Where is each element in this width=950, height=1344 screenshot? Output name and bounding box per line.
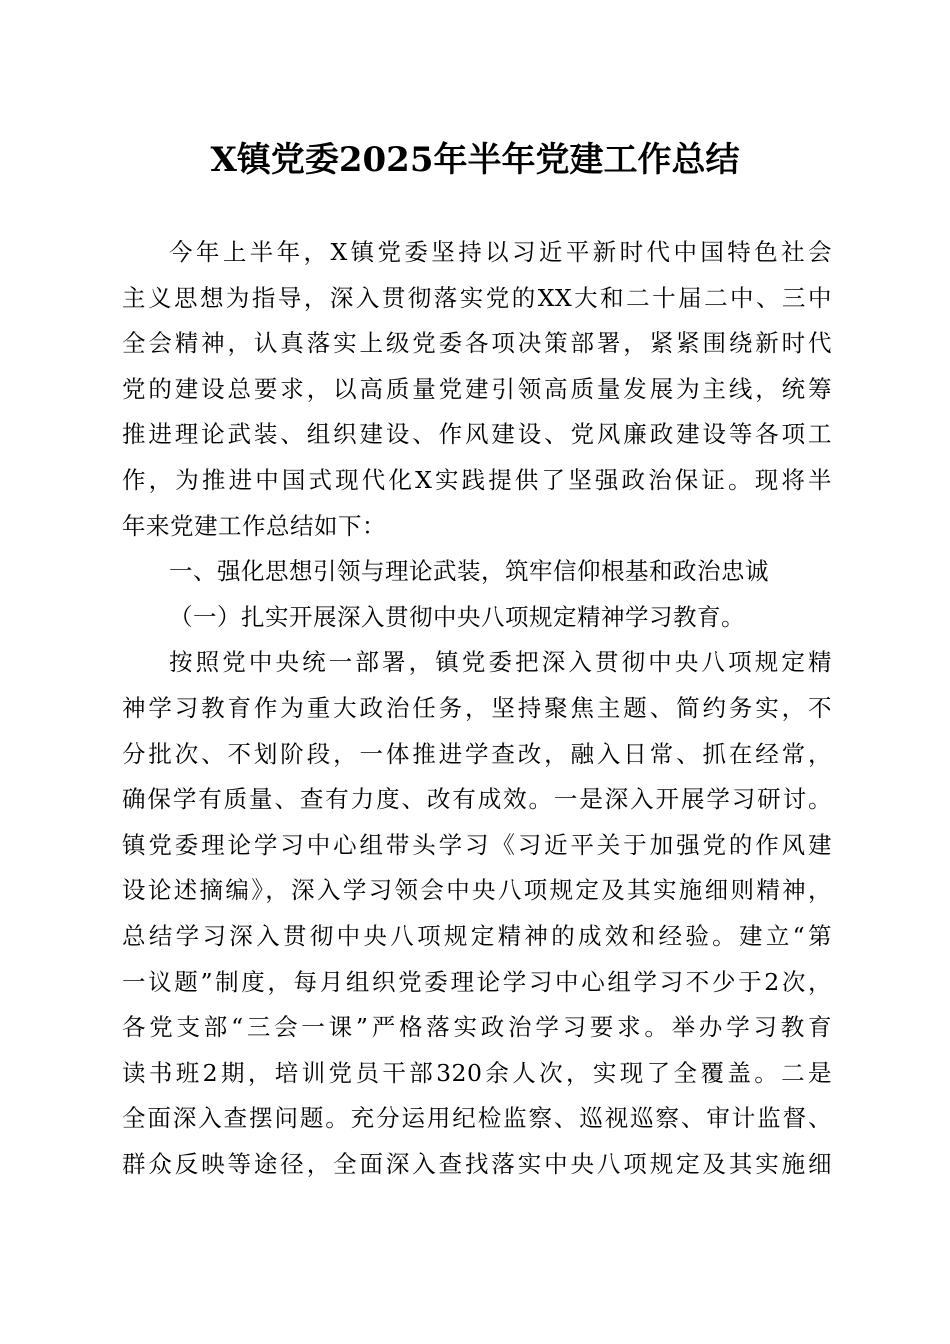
paragraph-line: 按照党中央统一部署，镇党委把深入贯彻中央八项规定精 <box>169 648 832 677</box>
paragraph-line: 读书班2期，培训党员干部320余人次，实现了全覆盖。二是 <box>122 1058 832 1087</box>
section-heading: （一）扎实开展深入贯彻中央八项规定精神学习教育。 <box>169 602 745 631</box>
paragraph-line: 今年上半年，X镇党委坚持以习近平新时代中国特色社会 <box>169 238 832 266</box>
paragraph-line: 镇党委理论学习中心组带头学习《习近平关于加强党的作风建 <box>122 830 832 859</box>
paragraph-line: 分批次、不划阶段，一体推进学查改，融入日常、抓在经常， <box>122 739 832 768</box>
paragraph-line: 神学习教育作为重大政治任务，坚持聚焦主题、简约务实，不 <box>122 694 832 722</box>
paragraph-line: 主义思想为指导，深入贯彻落实党的XX大和二十届二中、三中 <box>122 283 832 312</box>
paragraph-line: 党的建设总要求，以高质量党建引领高质量发展为主线，统筹 <box>122 374 832 403</box>
paragraph-line: 确保学有质量、查有力度、改有成效。一是深入开展学习研讨。 <box>122 785 832 814</box>
paragraph-line: 推进理论武装、组织建设、作风建设、党风廉政建设等各项工 <box>122 420 832 449</box>
paragraph-line: 作，为推进中国式现代化X实践提供了坚强政治保证。现将半 <box>122 466 832 494</box>
paragraph-line: 设论述摘编》，深入学习领会中央八项规定及其实施细则精神， <box>122 876 832 905</box>
paragraph-line: 各党支部“三会一课”严格落实政治学习要求。举办学习教育 <box>122 1013 832 1042</box>
document-title: X镇党委2025年半年党建工作总结 <box>210 140 740 180</box>
paragraph-line: 总结学习深入贯彻中央八项规定精神的成效和经验。建立“第 <box>122 922 832 950</box>
paragraph-line: 群众反映等途径，全面深入查找落实中央八项规定及其实施细 <box>122 1150 832 1178</box>
paragraph-line: 年来党建工作总结如下： <box>122 511 386 540</box>
paragraph-line: 全面深入查摆问题。充分运用纪检监察、巡视巡察、审计监督、 <box>122 1104 832 1133</box>
paragraph-line: 一议题”制度，每月组织党委理论学习中心组学习不少于2次， <box>122 967 832 996</box>
section-heading: 一、强化思想引领与理论武装，筑牢信仰根基和政治忠诚 <box>169 557 769 586</box>
paragraph-line: 全会精神，认真落实上级党委各项决策部署，紧紧围绕新时代 <box>122 329 832 358</box>
